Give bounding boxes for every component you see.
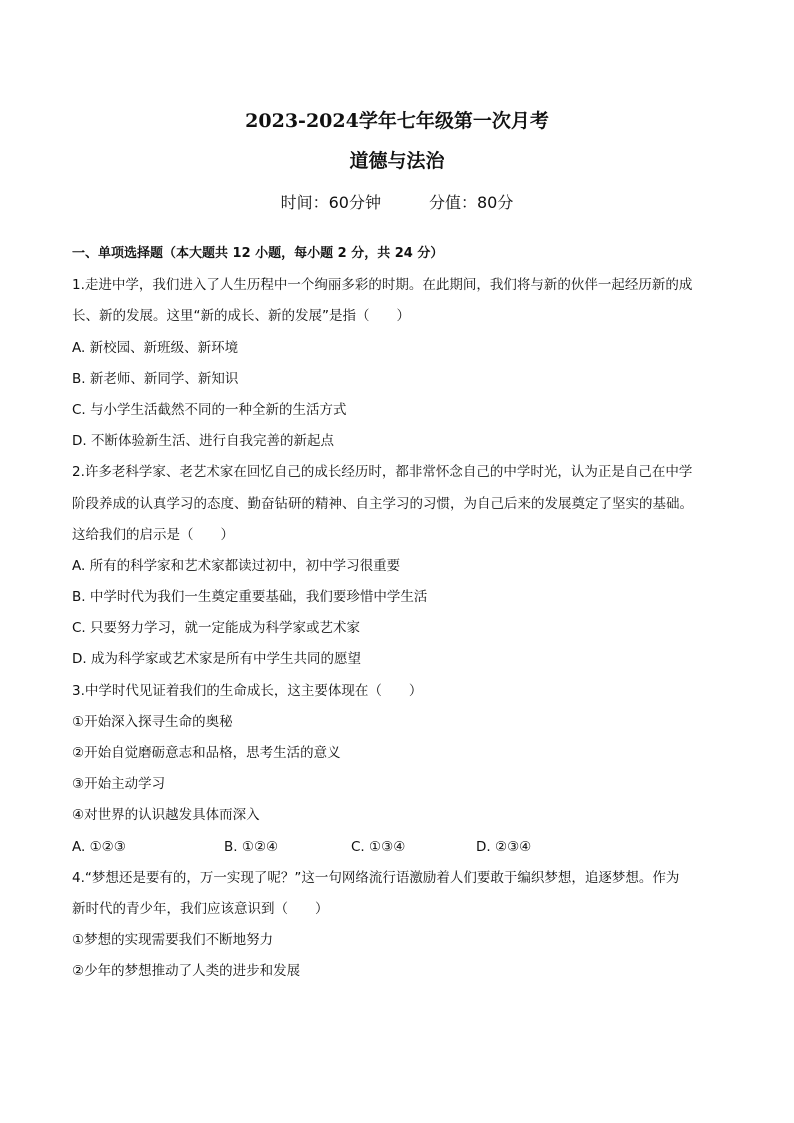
q4-stem-line: 新时代的青少年，我们应该意识到（ ） [72,900,329,917]
q1-option-a: A. 新校园、新班级、新环境 [72,339,239,356]
q1-stem-line: 1.走进中学，我们进入了人生历程中一个绚丽多彩的时期。在此期间，我们将与新的伙伴一起经历新的成 [72,277,693,294]
section-heading: 一、单项选择题（本大题共 12 小题，每小题 2 分，共 24 分） [72,246,444,261]
q3-item: ②开始自觉磨砺意志和品格，思考生活的意义 [72,745,341,761]
exam-meta [0,190,794,213]
q3-options [72,836,722,867]
q2-stem-line: 这给我们的启示是（ ） [72,526,234,543]
q4-item: ②少年的梦想推动了人类的进步和发展 [72,963,301,980]
q3-item: ①开始深入探寻生命的奥秘 [72,713,233,730]
q3-item: ③开始主动学习 [72,776,166,793]
q3-stem: 3.中学时代见证着我们的生命成长，这主要体现在（ ） [72,682,423,699]
q3-option-c: C. ①③④ [351,838,406,855]
q1-option-b: B. 新老师、新同学、新知识 [72,370,239,387]
q3-item: ④对世界的认识越发具体而深入 [72,807,260,824]
q2-stem-line: 2.许多老科学家、老艺术家在回忆自己的成长经历时，都非常怀念自己的中学时光，认为正是自己在中学 [72,464,693,481]
q2-option-c: C. 只要努力学习，就一定能成为科学家或艺术家 [72,620,361,637]
subject-title: 道德与法治 [349,150,445,172]
time-limit: 时间：60分钟 [280,193,381,212]
q4-item: ①梦想的实现需要我们不断地努力 [72,932,274,949]
q1-stem-line: 长、新的发展。这里“新的成长、新的发展”是指（ ） [72,308,410,325]
q2-option-d: D. 成为科学家或艺术家是所有中学生共同的愿望 [72,651,361,668]
total-score: 分值：80分 [429,193,514,212]
exam-content [72,243,722,992]
q3-option-d: D. ②③④ [476,838,532,855]
q3-option-a: A. ①②③ [72,838,126,855]
q2-option-b: B. 中学时代为我们一生奠定重要基础，我们要珍惜中学生活 [72,589,428,606]
q3-option-b: B. ①②④ [224,838,279,855]
exam-title: 2023-2024学年七年级第一次月考 [245,110,549,132]
q4-stem-line: 4.“梦想还是要有的，万一实现了呢？”这一句网络流行语激励着人们要敢于编织梦想，追逐梦想。作为 [72,869,680,886]
q2-option-a: A. 所有的科学家和艺术家都读过初中，初中学习很重要 [72,557,401,574]
q1-option-c: C. 与小学生活截然不同的一种全新的生活方式 [72,401,347,418]
q1-option-d: D. 不断体验新生活、进行自我完善的新起点 [72,433,334,450]
q2-stem-line: 阶段养成的认真学习的态度、勤奋钻研的精神、自主学习的习惯，为自己后来的发展奠定了坚实的基础。 [72,495,693,512]
